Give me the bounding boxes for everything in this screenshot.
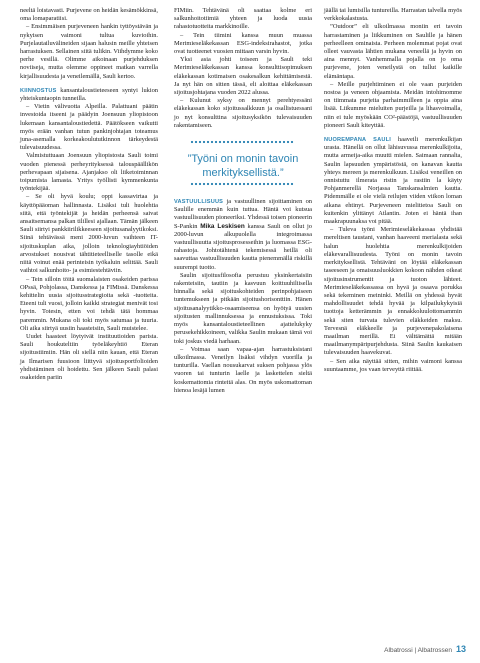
paragraph: FIMiin. Tehtävänä oli saattaa kolme eri salkunhoitotiimiä yhteen ja luoda uusia rahastotuotteita markkinoille.	[174, 7, 312, 31]
article-column-2	[174, 7, 312, 395]
paragraph: Uudet haasteet löytyivät instituutioiden parista. Sauli houkuteltiin työeläkeyhtiö Eteran sijoitustiimiin. Hän oli siellä niin kauan, että Eteran ja Ilmarisen fuusioon liittyvä sijoitusportfolioiden yhdistäminen oli hoidettu. Sen jälkeen Sauli palasi osakeiden pariin	[20, 332, 158, 381]
dotted-rule-top	[190, 140, 294, 144]
paragraph: – Meille purjehtiminen ei ole vaan purjeiden nostoa ja veneen ohjaamista. Meidän intohimomme on tiimmata purjeita parhaimmilleen ja oppia aina lisää. Liikumme mieluiten purjeilla ja lihasvoimalla, niin ei tule myöskään CO²-päästöjä, vastuullisuuden pioneeri Sauli kiteyttää.	[324, 80, 462, 129]
article-column-3	[324, 7, 462, 374]
pull-quote-text: ”Työni on monin tavoin merkityksellistä.”	[187, 153, 299, 180]
paragraph: Saulin sijoitusfilosofia perustuu yksinkertaisiin rakenteisiin, tautiin ja kasvuun koittuuhiliisella hinnalla sekä sijoituskohteiden perinpohjaiseen tuntemukseen ja pitkään sijoitushorisonttiin. Hänen sijoitusanalyytikko-osaamiseensa on hyötyä uusien sijoitusten mallinnuksessa ja ennustuksissa. Toki myös kansantaloustieteellinen ajattelukyky perusekehikkoineen, valikka Saulin mukaan tämä voi toki joskus viedä harhaan.	[174, 271, 312, 345]
section-lead: NUOREMPANA SAULI	[324, 137, 391, 144]
paragraph: – Vietin välivuotta Alpeilla. Palattuani päätin investoida itseeni ja päädyin Joensuun yliopistoon lukemaan kansantaloustiedettä. Päätökseen vaikutti myös erään vanhan tutun pankinjohtajan toteamus juna-asemalla korkeakoulututkinnon tärkeydestä tulevaisuudessa.	[20, 103, 158, 152]
paragraph: – Tuleva työni Merimieseläkekassaa yhdistää mereltisen taustani, vanhan haaveeni merialasta sekä halun huolehtia merenkulkijoiden eläkevarallisuudesta. Työni on monin tavoin merkityksellistä. Tehtäväni on löytää eläkekassan taseeseen ja omaisuusluokkien kokoon nähden oikeat sijoitusinstrumentit ja tuoton lähteet. Merimieseläkekassassa on hyvä ja osaava porukka sekä tekeminen meininki. Meillä on yhdessä hyvät mahdollisuudet tehdä hyvää ja kilpailukykyisiä tuottoja ketterämmin ja ennakkoluulottomammin sekä siten turvata tulevien eläkkeiden maksu. Tervesnä eläkkeelle ja purjevenepakolaisena maailman merillä. Ei välttämättä mitään maailmanympäripurjehdusta. Siinä Saulin kaukaisen tulevaisuuden haavekuvat.	[324, 226, 462, 357]
person-name: Mika Leskisen	[200, 222, 245, 230]
section-paragraph: VASTUULLISUUS ja vastuullinen sijoittaminen on Saulille enemmän kuin tuttua. Häntä voi kutsua vastuullisuuden pioneeriksi. Yhdessä toisen pioneerin S-Pankin Mika Leskisen kanssa Sauli on ollut jo 2000-luvun alkupuolella integroimassa vastuullisuutta sijoitusprosesseihin ja luomassa ESG-rahastoja. Johtotähtenä tekemisessä heillä oli saavuttaa vastuullisuuden kautta pienemmällä riskillä suurempi tuotto.	[174, 198, 312, 271]
section-lead: VASTUULLISUUS	[174, 199, 224, 206]
paragraph: Yksi asia johti toiseen ja Sauli teki Merimieseläkekassan kanssa konsulttisopimuksen eläkekassan kotimaisen osakesalkun kehittämisestä. Ja nyt hän on sitten tässä, eli aloittaa eläkekassan sijoitusjohtajana vuoden 2022 alussa.	[174, 56, 312, 97]
page-number: 13	[455, 644, 466, 654]
publication-name: Albatrossi | Albatrossen	[384, 647, 452, 654]
paragraph: – Voimaa saan vapaa-ajan harrastuksistani ulkoilmassa. Veneilyn lisäksi vihdyn vuorilla ja tunturilla. Vaellan nousukarvat suksen pohjassa ylös vuoren tai tunturin laelle ja laskettelen sieltä koskemattomia rinteitä alas. On myös uskomattoman hienoa lesäjä lumen	[174, 345, 312, 394]
paragraph: – Sen aika näyttää sitten, mihin vaimoni kanssa suuntaamme, jos vaan terveyttä riittää.	[324, 357, 462, 373]
page-footer	[384, 644, 466, 654]
paragraph: jäällä tai lumisilla tuntureilla. Harrastan talvella myös verkkokalastusta.	[324, 7, 462, 23]
paragraph: Valmistuttuaan Joensuun yliopistosta Sauli toimi vuoden pienessä perheyrityksessä talouspäällikön perhevapaan sijaisena. Ajanjakso oli liiketoiminnan toipumista lamasta. Yritys työllisti kymmenkunta työntekijää.	[20, 152, 158, 193]
paragraph: – Kulunut syksy on mennyt perehtyessäni eläkekassan koko sijoitussalkkuun ja osallistuessani jo nyt konsulttina sijoitusyksikön tulevaisuuden rakentamiseen.	[174, 97, 312, 129]
paragraph: – Se oli hyvä koulu; oppi kassavirtaa ja käyttöpääoman hallinnasta. Lisäksi tuli huolehtia siitä, että työntekijät ja heidän perheensä saivat ansaitsemansa palkan tilillesi ajallaan. Tämän jälkeen Sauli siirtyi pankkiirilikkeeseen sijoitusanalyytikoksi. Siinä tehtävässä meni 2000-luvun vaihteen IT-sijoituskuplan aika, jolloin teknologiayhtiöiden arvostukset nousivat tähtitieteelliselle tasolle eikä niitä voinut enää perinteisin työkaluin selittää. Sauli vaihtoi salkunhoito- ja esimiestehtäviin.	[20, 193, 158, 275]
section-lead: KIINNOSTUS	[20, 87, 57, 94]
pull-quote	[182, 140, 304, 180]
article-column-1	[20, 7, 158, 382]
paragraph: neeltä loistavasti. Purjevene on heidän kesämökkinsä, oma lomaparatiisi.	[20, 7, 158, 23]
section-paragraph: NUOREMPANA SAULI haaveili merenkulkijan urasta. Hänellä on ollut lähisuvussa merenkulkijoita, mutta armeija-aika muutti mielen. Saimaan rannalta, Saulin lapsuuden ympäristöstä, on kanavan kautta yhteys mereen ja merenkulkuun. Lisäksi veneillen on onnistuttu ilmerata ristin ja rastiin la käyty Pohjanmerellä Norjassa Tanskansalmien kautta. Pidemmälle ei ole vielä reilujen viiden viikon loman aikana ehtinyt. Purjeveneen mielitietoa Sauli on kuitenkin ylittänyt Atlantin. Joten ei häntä ihan maakrapuunaksa voi pitää.	[324, 136, 462, 226]
paragraph: – Tein tiimini kanssa muun muassa Merimieseläkekassan ESG-indeksirahastot, jotka ovat tuotteenet vuosien mittaan varsin hyvin.	[174, 31, 312, 56]
paragraph: – Ensimmäisen purjeveneen hankin tyttöystävän ja nykyisen vaimoni tultua kuvioihin. Purjelautailuvälineiden sijaan halusin meille yhteisen harrastuksen. Sellainen siitä tulikin. Viihdymme koko perhe vesillä. Olimme aikoinaan purjehduksen noviiseja, mutta olemme oppineet matkan varrella kirjallisuudesta ja veneilemällä, Sauli kertoo.	[20, 23, 158, 80]
section-paragraph: KIINNOSTUS kansantaloustieteeseen syntyi lukion yhteiskuntaopin tunneilla.	[20, 86, 158, 103]
dotted-rule-bottom	[190, 182, 294, 186]
paragraph: ”Outdoor” eli ulkoilmassa moniin eri tavoin harrastaminen ja liikkuminen on Saulille ja hänen perheelleen ominaista. Perheen molemmat pojat ovat olleet vauvasta lähtien mukana veneellä ja hyvin on aina mennyt. Vanhemmalla pojalla on jo oma purjevene, joten veneilystä on tullut kaikille elämäntapa.	[324, 23, 462, 80]
paragraph: – Tein silloin töitä suomalaisten osakeiden parissa OPssä, Pohjolassa, Danskessa ja FIMissä. Danskessa kehittelin uusia sijoitusstrategioita sekä -tuotteita. Eteeni tuli vuosi, jolloin kaikki strategiat menivät tosi hyvin. Totesin, etten voi tehdä tätä hommaa paremmin. Mukana oli toki myös satumaa ja tuuria. Oli aika siirtyä uusiin haasteisiin, Sauli muistelee.	[20, 275, 158, 332]
